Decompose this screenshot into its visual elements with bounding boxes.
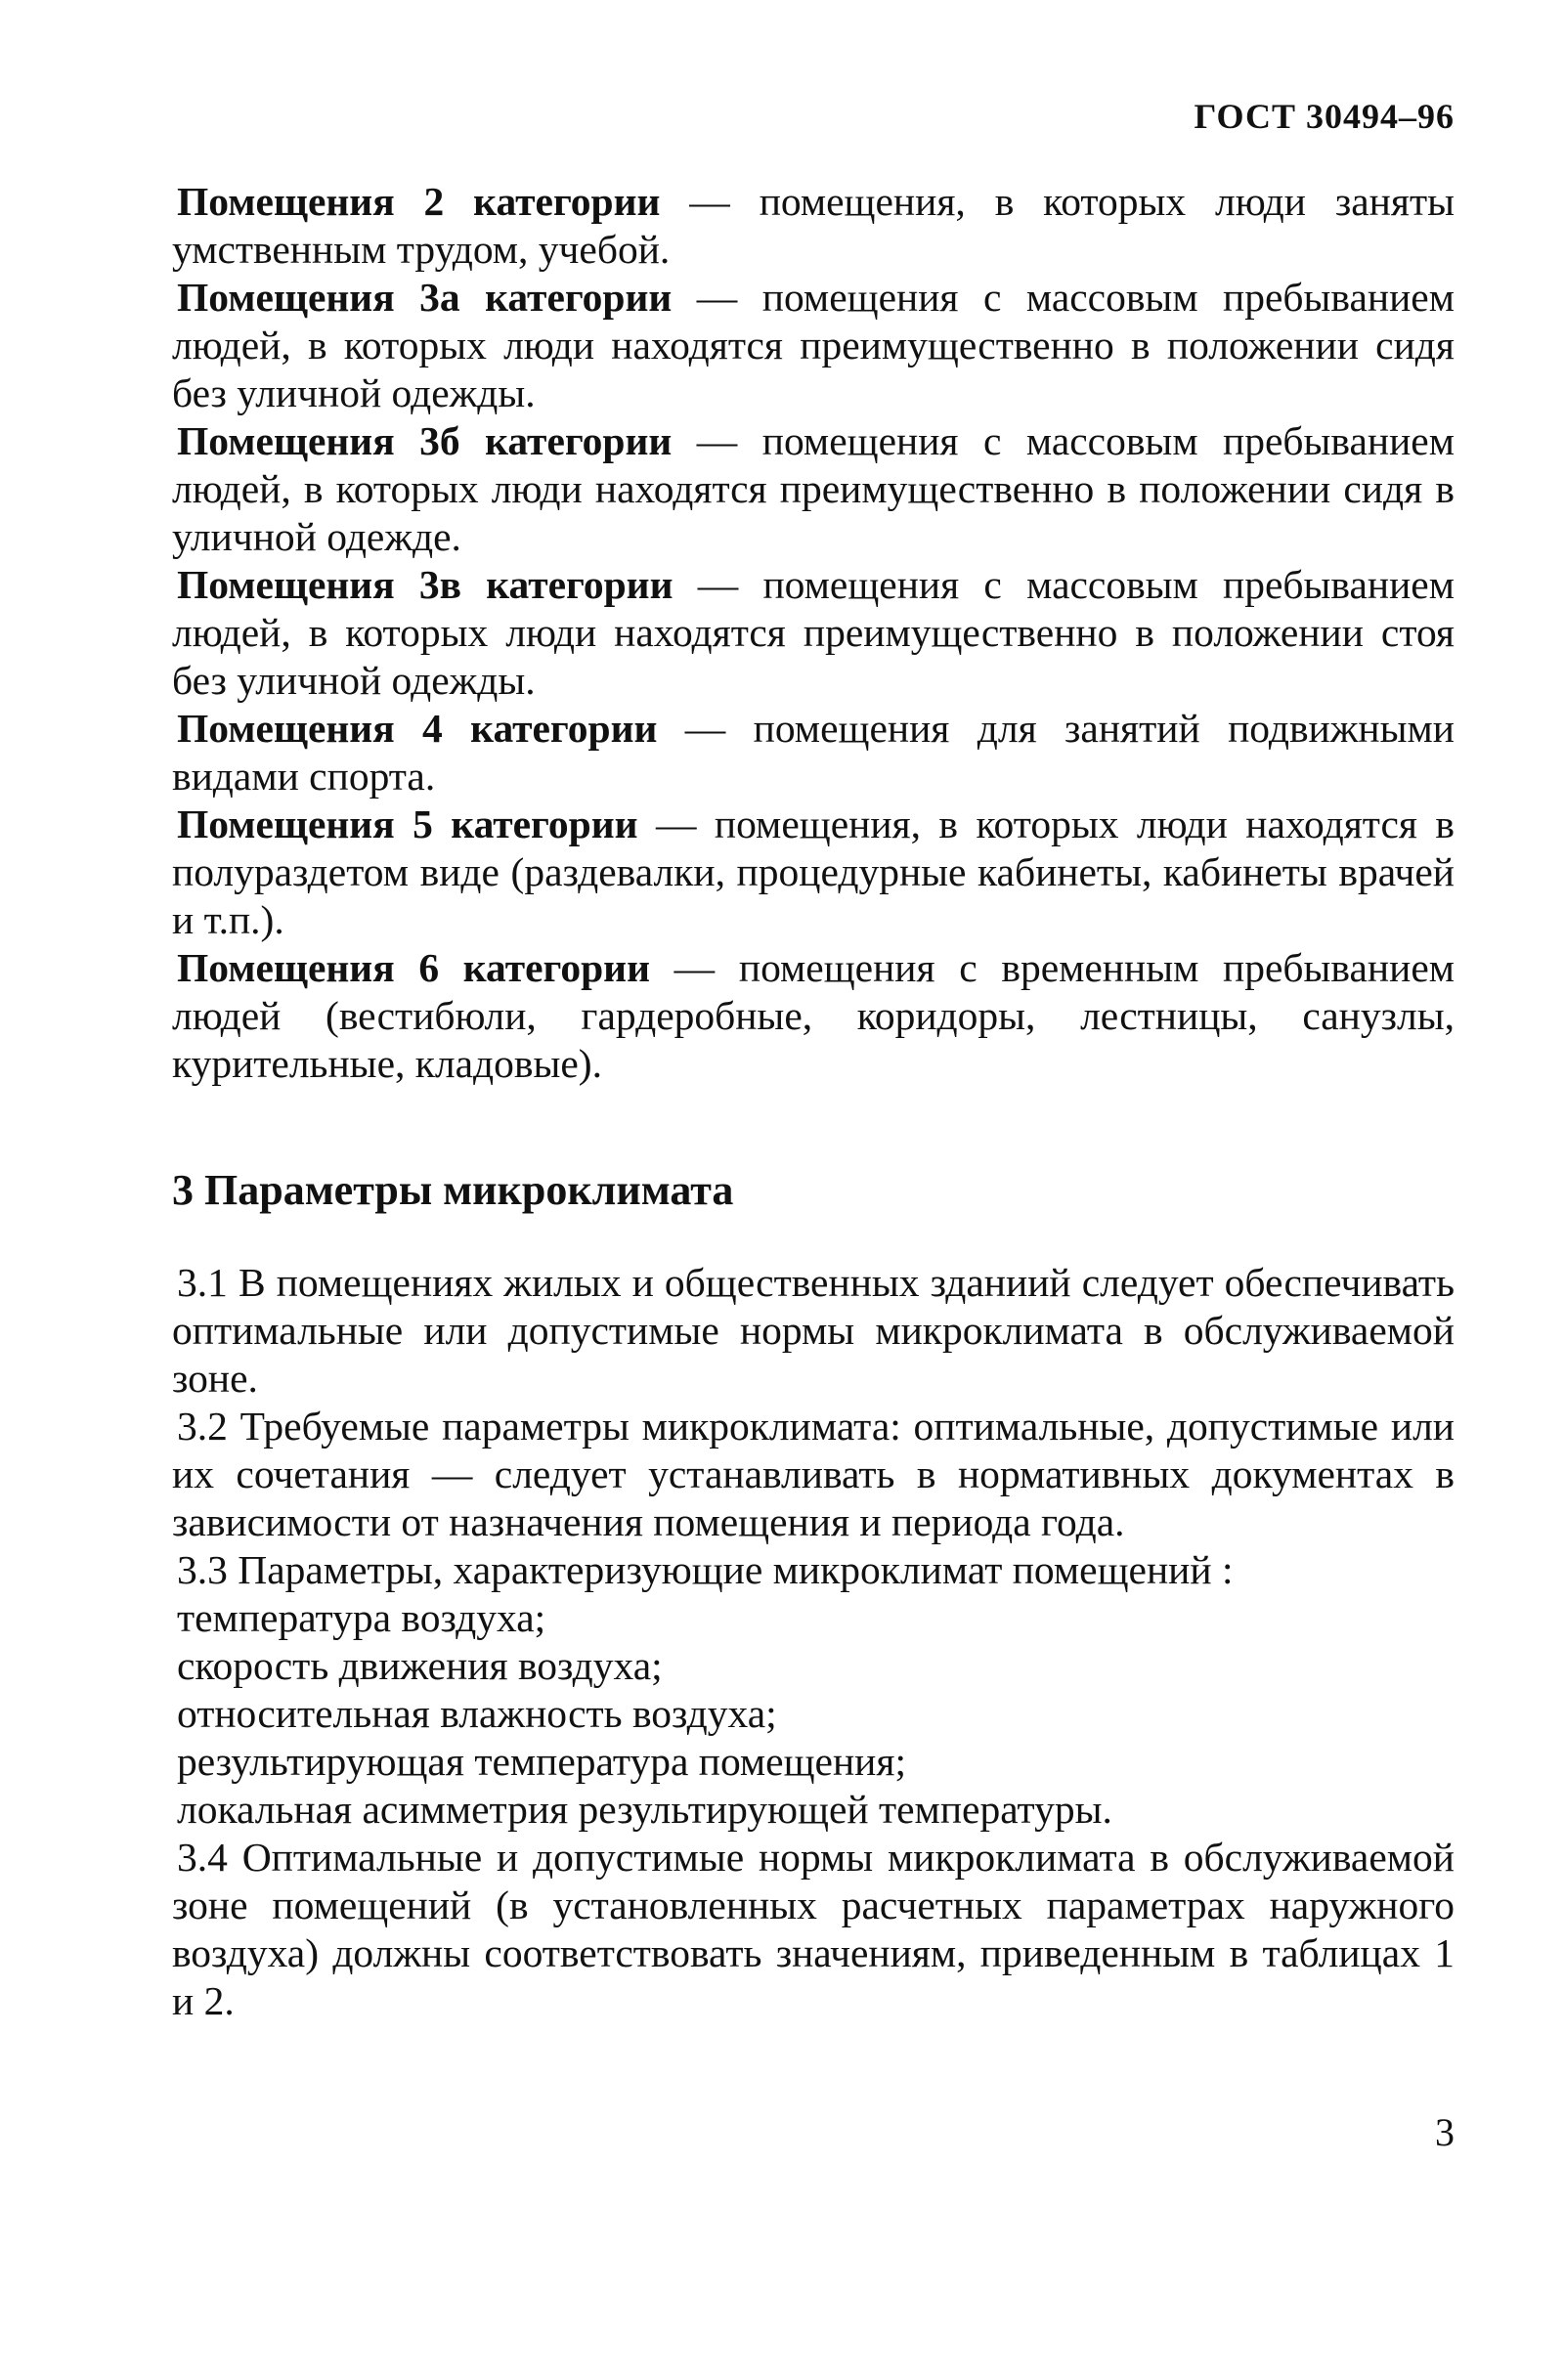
definition-category-4	[172, 705, 1455, 801]
definition-text: — помещения с временным пребыванием людей (вестибюли, гардеробные, коридоры, лестницы, санузлы, курительные, кладовые).	[172, 945, 1455, 1086]
section-title: 3 Параметры микроклимата	[172, 1166, 734, 1214]
definition-term: Помещения 6 категории	[177, 945, 650, 990]
clause-3-1: 3.1 В помещениях жилых и общественных зданиий следует обеспечивать оптимальные или допустимые нормы микроклимата в обслуживаемой зоне.	[172, 1260, 1455, 1401]
section-body	[172, 1259, 1455, 2025]
definition-text: — помещения с массовым пребыванием людей, в которых люди находятся преимущественно в положении стоя без уличной одежды.	[172, 562, 1455, 703]
definition-category-5	[172, 801, 1455, 944]
parameter-list-item: относительная влажность воздуха;	[177, 1691, 777, 1736]
definition-category-6	[172, 944, 1455, 1088]
definition-text: — помещения для занятий подвижными видами спорта.	[172, 706, 1455, 799]
clause-3-4: 3.4 Оптимальные и допустимые нормы микроклимата в обслуживаемой зоне помещений (в установленных расчетных параметрах наружного воздуха) должны соответствовать значениям, приведенным в таблицах 1 и 2.	[172, 1835, 1455, 2023]
definition-category-3v	[172, 561, 1455, 705]
clause-3-3: 3.3 Параметры, характеризующие микроклимат помещений :	[177, 1547, 1234, 1592]
parameter-list-item: локальная асимметрия результирующей температуры.	[177, 1787, 1112, 1832]
definition-category-3b	[172, 417, 1455, 561]
definition-term: Помещения 2 категории	[177, 179, 661, 224]
category-definitions	[172, 178, 1455, 1088]
page-number: 3	[1435, 2110, 1455, 2154]
definition-text: — помещения с массовым пребыванием людей, в которых люди находятся преимущественно в положении сидя в уличной одежде.	[172, 418, 1455, 559]
definition-term: Помещения 3б категории	[177, 418, 673, 463]
definition-term: Помещения 4 категории	[177, 706, 658, 751]
document-code-header: ГОСТ 30494–96	[1194, 97, 1455, 136]
definition-category-3a	[172, 274, 1455, 417]
definition-term: Помещения 3в категории	[177, 562, 673, 607]
definition-term: Помещения 5 категории	[177, 801, 638, 846]
parameter-list-item: результирующая температура помещения;	[177, 1739, 907, 1784]
definition-text: — помещения, в которых люди заняты умственным трудом, учебой.	[172, 179, 1455, 272]
parameter-list-item: температура воздуха;	[177, 1595, 546, 1640]
parameter-list-item: скорость движения воздуха;	[177, 1643, 663, 1688]
definition-category-2	[172, 178, 1455, 274]
clause-3-2: 3.2 Требуемые параметры микроклимата: оптимальные, допустимые или их сочетания — следует устанавливать в нормативных документах в зависимости от назначения помещения и периода года.	[172, 1404, 1455, 1544]
definition-text: — помещения, в которых люди находятся в полураздетом виде (раздевалки, процедурные кабинеты, кабинеты врачей и т.п.).	[172, 801, 1455, 942]
definition-text: — помещения с массовым пребыванием людей, в которых люди находятся преимущественно в положении сидя без уличной одежды.	[172, 275, 1455, 415]
definition-term: Помещения 3а категории	[177, 275, 673, 320]
